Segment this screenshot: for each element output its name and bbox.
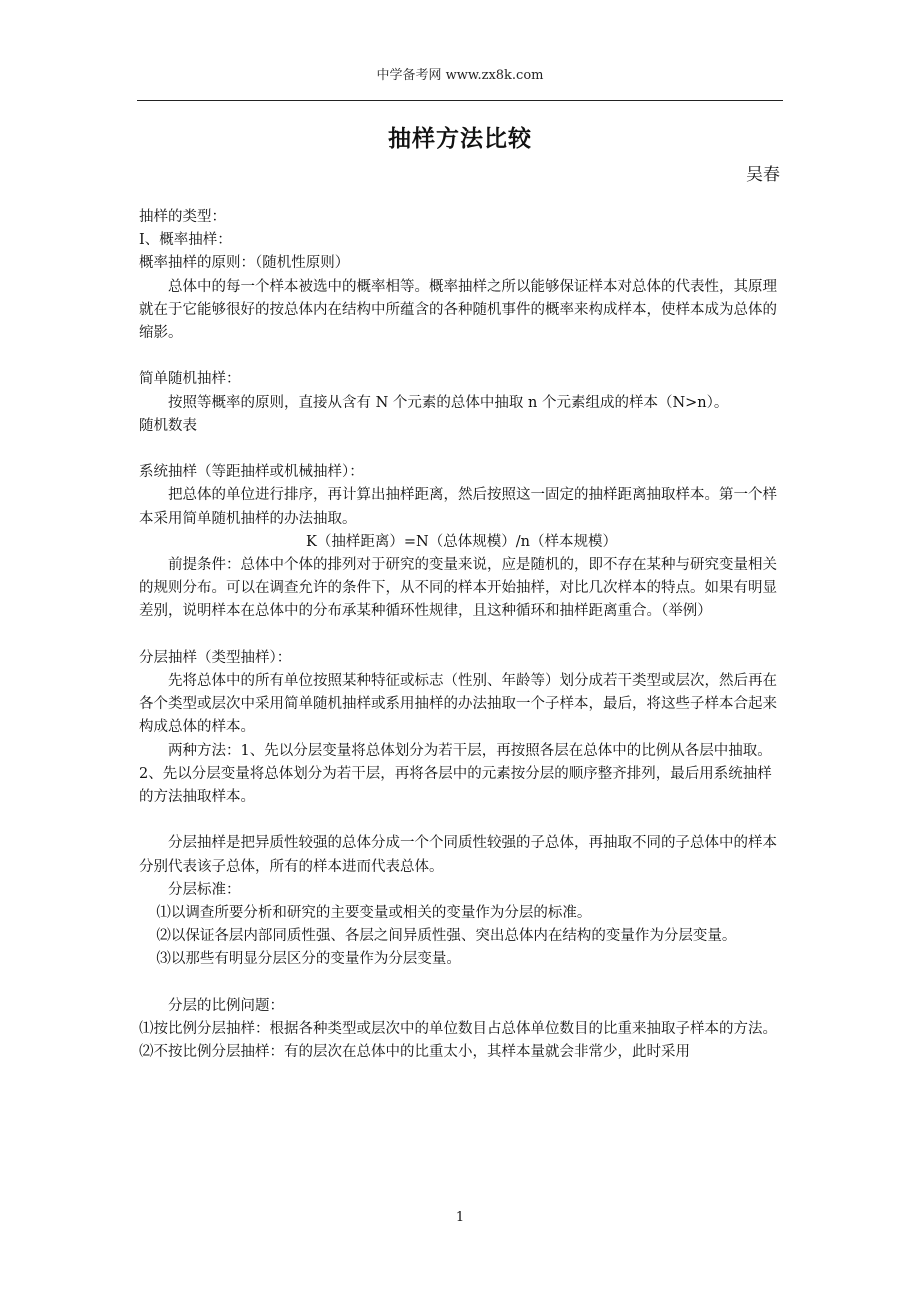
ratio-item: ⑴按比例分层抽样：根据各种类型或层次中的单位数目占总体单位数目的比重来抽取子样本的方法。 <box>139 1021 777 1038</box>
spacer <box>139 809 784 832</box>
simple-random-paragraph: 按照等概率的原则，直接从含有 N 个元素的总体中抽取 n 个元素组成的样本（N>n）。 <box>168 394 729 411</box>
systematic-paragraph: 把总体的单位进行排序，再计算出抽样距离，然后按照这一固定的抽样距离抽取样本。第一个样本采用简单随机抽样的办法抽取。 <box>139 487 777 527</box>
probability-paragraph: 总体中的每一个样本被选中的概率相等。概率抽样之所以能够保证样本对总体的代表性，其原理就在于它能够很好的按总体内在结构中所蕴含的各种随机事件的概率来构成样本，使样本成为总体的缩影。 <box>139 278 777 342</box>
probability-heading: I、概率抽样： <box>139 232 232 249</box>
stratified-heading: 分层抽样（类型抽样）： <box>139 649 292 666</box>
ratio-heading: 分层的比例问题： <box>168 997 284 1014</box>
criteria-item: ⑴以调查所要分析和研究的主要变量或相关的变量作为分层的标准。 <box>156 905 592 922</box>
document-title: 抽样方法比较 <box>388 125 532 152</box>
document-body <box>139 206 784 1064</box>
stratified-paragraph-2: 两种方法：1、先以分层变量将总体划分为若干层，再按照各层在总体中的比例从各层中抽取。2、先以分层变量将总体划分为若干层，再将各层中的元素按分层的顺序整齐排列，最后用系统抽样的方法抽取样本。 <box>139 742 772 806</box>
systematic-formula: K（抽样距离）=N（总体规模）/n（样本规模） <box>306 533 617 550</box>
spacer <box>139 438 784 461</box>
ratio-item: ⑵不按比例分层抽样：有的层次在总体中的比重太小，其样本量就会非常少，此时采用 <box>139 1044 690 1061</box>
spacer <box>139 972 784 995</box>
spacer <box>139 624 784 647</box>
criteria-item: ⑵以保证各层内部同质性强、各层之间异质性强、突出总体内在结构的变量作为分层变量。 <box>156 928 737 945</box>
document-author: 吴春 <box>746 165 780 185</box>
probability-principle: 概率抽样的原则：（随机性原则） <box>139 255 350 272</box>
types-heading: 抽样的类型： <box>139 209 226 225</box>
systematic-premise: 前提条件：总体中个体的排列对于研究的变量来说，应是随机的，即不存在某种与研究变量相关的规则分布。可以在调查允许的条件下，从不同的样本开始抽样，对比几次样本的特点。如果有明显差别，说明样本在总体中的分布承某种循环性规律，且这种循环和抽样距离重合。（举例） <box>139 557 777 620</box>
header-divider <box>137 100 783 101</box>
spacer <box>139 345 784 368</box>
systematic-heading: 系统抽样（等距抽样或机械抽样）： <box>139 464 364 481</box>
stratification-criteria-heading: 分层标准： <box>168 881 241 898</box>
page-header: 中学备考网 www.zx8k.com <box>376 68 544 83</box>
page-number: 1 <box>455 1210 465 1225</box>
simple-random-heading: 简单随机抽样： <box>139 371 241 388</box>
stratified-paragraph-3: 分层抽样是把异质性较强的总体分成一个个同质性较强的子总体，再抽取不同的子总体中的样本分别代表该子总体，所有的样本进而代表总体。 <box>139 835 777 875</box>
stratified-paragraph-1: 先将总体中的所有单位按照某种特征或标志（性别、年龄等）划分成若干类型或层次，然后再在各个类型或层次中采用简单随机抽样或系用抽样的办法抽取一个子样本，最后，将这些子样本合起来构成总体的样本。 <box>139 673 777 736</box>
criteria-item: ⑶以那些有明显分层区分的变量作为分层变量。 <box>156 951 461 968</box>
simple-random-note: 随机数表 <box>139 417 197 434</box>
